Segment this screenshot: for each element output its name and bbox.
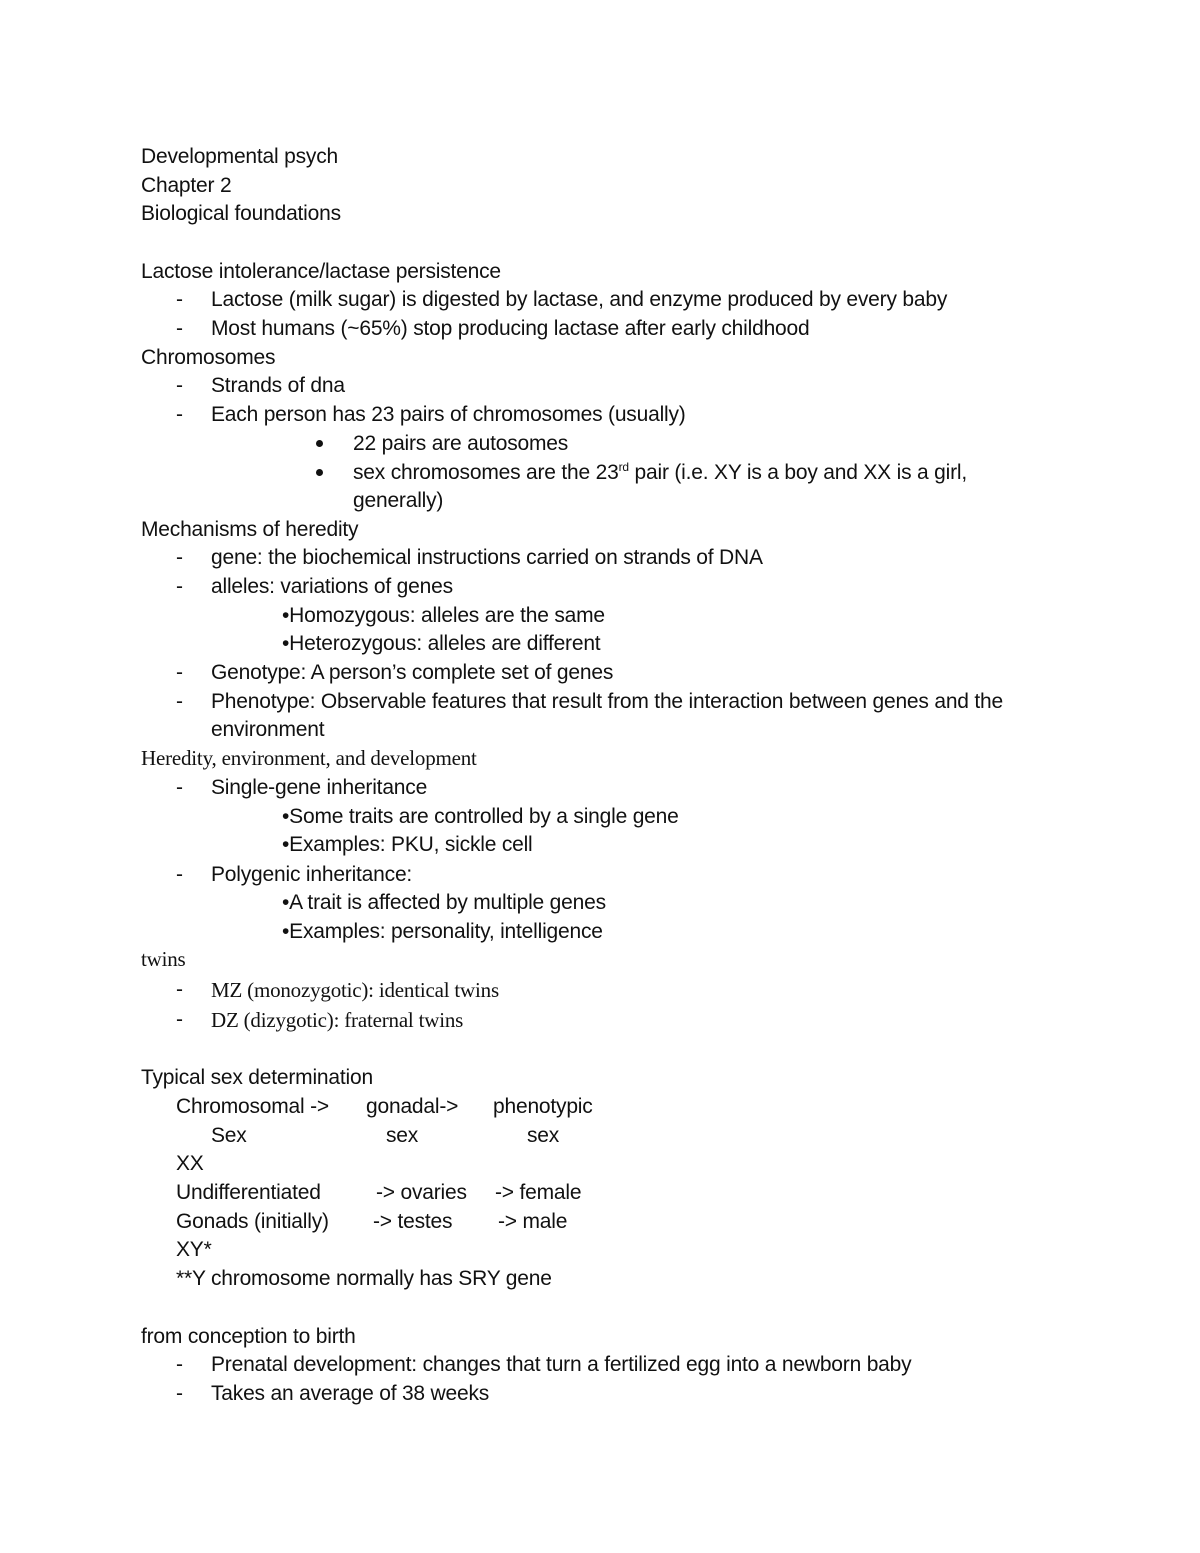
dash-marker: - [176, 546, 183, 569]
dash-marker: - [176, 575, 183, 598]
homozygous-item: •Homozygous: alleles are the same [282, 604, 605, 627]
sex-determination-row-2 [176, 1124, 976, 1148]
row1-col1: Chromosomal -> [176, 1095, 329, 1118]
dash-marker: - [176, 978, 183, 1001]
row2-col2: sex [386, 1124, 419, 1147]
ordinal-suffix: rd [618, 460, 629, 474]
sex-chromosomes-continuation: generally) [353, 489, 444, 512]
dash-marker: - [176, 1008, 183, 1031]
conception-heading: from conception to birth [141, 1325, 356, 1348]
xx-label: XX [176, 1152, 204, 1175]
sry-note: **Y chromosome normally has SRY gene [176, 1267, 552, 1290]
xy-label: XY* [176, 1238, 212, 1261]
dash-marker: - [176, 776, 183, 799]
row2-col1: Sex [211, 1124, 247, 1147]
polygenic-sub-1: •A trait is affected by multiple genes [282, 891, 606, 914]
twins-heading: twins [141, 947, 186, 971]
polygenic-item: Polygenic inheritance: [211, 863, 413, 886]
dash-marker: - [176, 317, 183, 340]
single-gene-sub-2: •Examples: PKU, sickle cell [282, 833, 533, 856]
sex-chromosomes-text-cont: pair (i.e. XY is a boy and XX is a girl, [628, 461, 967, 484]
lactose-heading: Lactose intolerance/lactase persistence [141, 260, 501, 283]
phenotype-continuation: environment [211, 718, 325, 741]
chapter-title: Chapter 2 [141, 174, 232, 197]
phenotype-item: Phenotype: Observable features that result from the interaction between genes and the [211, 690, 1004, 713]
dash-marker: - [176, 690, 183, 713]
heredity-heading: Mechanisms of heredity [141, 518, 359, 541]
gene-item: gene: the biochemical instructions carried on strands of DNA [211, 546, 763, 569]
dash-marker: - [176, 288, 183, 311]
dash-marker: - [176, 1382, 183, 1405]
lactose-item-2: Most humans (~65%) stop producing lactase after early childhood [211, 317, 810, 340]
dash-marker: - [176, 403, 183, 426]
polygenic-sub-2: •Examples: personality, intelligence [282, 920, 603, 943]
mz-item: MZ (monozygotic): identical twins [211, 978, 499, 1002]
row1-col2: gonadal-> [366, 1095, 459, 1118]
single-gene-item: Single-gene inheritance [211, 776, 428, 799]
row2-col3: sex [527, 1124, 560, 1147]
sex-determination-row-1 [176, 1095, 976, 1119]
dz-item: DZ (dizygotic): fraternal twins [211, 1008, 464, 1032]
row4-col3: -> male [498, 1210, 568, 1233]
autosomes-item: 22 pairs are autosomes [353, 432, 569, 455]
sex-chromosomes-text: sex chromosomes are the 23 [353, 461, 619, 484]
dash-marker: - [176, 1353, 183, 1376]
conception-item-1: Prenatal development: changes that turn a fertilized egg into a newborn baby [211, 1353, 912, 1376]
dash-marker: - [176, 661, 183, 684]
chromosomes-item-2: Each person has 23 pairs of chromosomes (usually) [211, 403, 686, 426]
bullet-icon [316, 469, 323, 476]
alleles-item: alleles: variations of genes [211, 575, 453, 598]
dash-marker: - [176, 863, 183, 886]
row3-col2: -> ovaries [376, 1181, 467, 1204]
dash-marker: - [176, 374, 183, 397]
sex-determination-row-4 [176, 1210, 976, 1234]
conception-item-2: Takes an average of 38 weeks [211, 1382, 490, 1405]
row1-col3: phenotypic [493, 1095, 593, 1118]
environment-heading: Heredity, environment, and development [141, 746, 477, 770]
lactose-item-1: Lactose (milk sugar) is digested by lactase, and enzyme produced by every baby [211, 288, 948, 311]
course-title: Developmental psych [141, 145, 338, 168]
single-gene-sub-1: •Some traits are controlled by a single gene [282, 805, 679, 828]
row3-col1: Undifferentiated [176, 1181, 321, 1204]
row4-col1: Gonads (initially) [176, 1210, 329, 1233]
genotype-item: Genotype: A person’s complete set of genes [211, 661, 614, 684]
sex-determination-row-3 [176, 1181, 976, 1205]
row3-col3: -> female [495, 1181, 582, 1204]
heterozygous-item: •Heterozygous: alleles are different [282, 632, 601, 655]
chromosomes-heading: Chromosomes [141, 346, 276, 369]
topic-title: Biological foundations [141, 202, 341, 225]
chromosomes-item-1: Strands of dna [211, 374, 345, 397]
sex-chromosomes-item [353, 461, 967, 485]
bullet-icon [316, 440, 323, 447]
row4-col2: -> testes [373, 1210, 453, 1233]
sex-determination-heading: Typical sex determination [141, 1066, 373, 1089]
